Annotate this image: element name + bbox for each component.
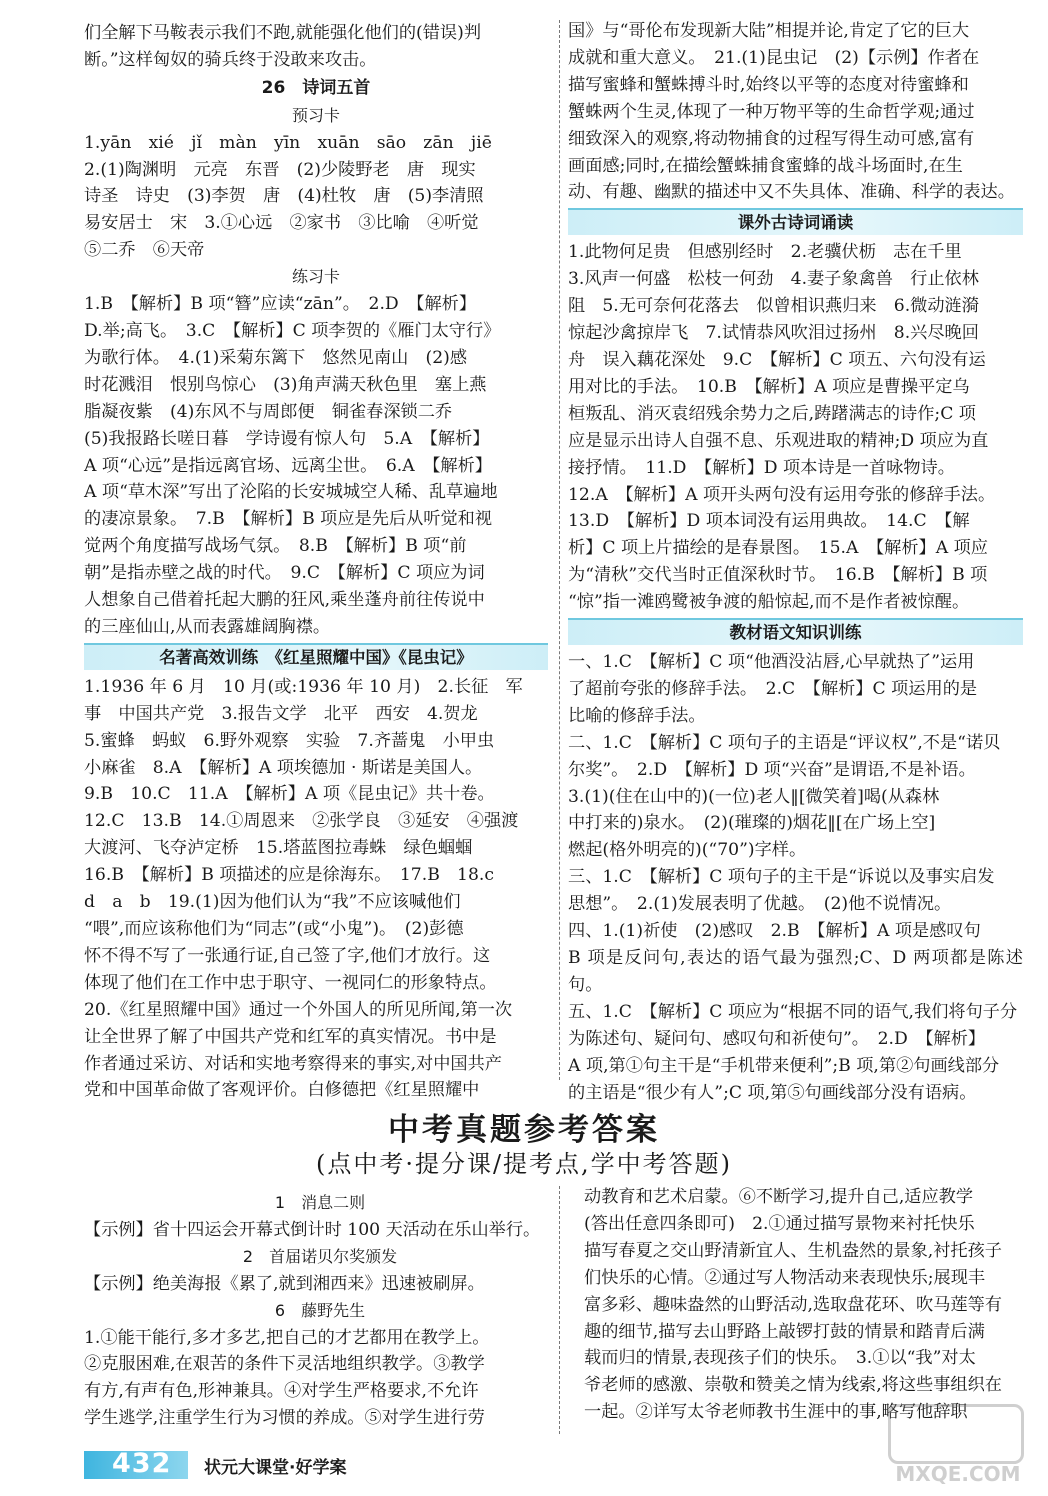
- preview-line: ⑤二乔 ⑥天帝: [84, 240, 205, 261]
- lesson-6-line: 有方,有声有色,形神兼具。④对学生严格要求,不允许: [84, 1381, 479, 1402]
- preview-line: 易安居士 宋 3.①心远 ②家书 ③比喻 ④听觉: [84, 213, 479, 234]
- intro-line: 们全解下马鞍表示我们不跑,就能强化他们的(错误)判: [84, 23, 482, 43]
- answer-line: (答出任意四条即可) 2.①通过描写景物来衬托快乐: [584, 1213, 975, 1234]
- poetry-line: 12.A 【解析】A 项开头两句没有运用夸张的修辞手法。: [568, 484, 996, 505]
- practice-line: 时花溅泪 恨别鸟惊心 (3)角声满天秋色里 塞上燕: [84, 374, 487, 395]
- classics-line: 16.B 【解析】B 项描述的应是徐海东。 17.B 18.c: [84, 865, 494, 886]
- lesson-6-line: 学生逃学,注重学生行为习惯的养成。⑤对学生进行劳: [84, 1408, 485, 1429]
- poetry-line: 1.此物何足贵 但感别经时 2.老骥伏枥 志在千里: [568, 242, 962, 263]
- poetry-line: 惊起沙禽掠岸飞 7.试情恭风吹泪过扬州 8.兴尽晚回: [568, 323, 979, 344]
- lesson-1-answer: 【示例】省十四运会开幕式倒计时 100 天活动在乐山举行。: [84, 1219, 541, 1240]
- poetry-line: 应是显示出诗人自强不息、乐观进取的精神;D 项应为直: [568, 430, 989, 451]
- classics-line: 党和中国革命做了客观评价。白修德把《红星照耀中: [84, 1080, 480, 1101]
- classics-line: 体现了他们在工作中忠于职守、一视同仁的形象特点。: [84, 972, 497, 993]
- classics-line: 作者通过采访、对话和实地考察得来的事实,对中国共产: [84, 1053, 502, 1074]
- poetry-line: 舟 误入藕花深处 9.C 【解析】C 项五、六句没有运: [568, 349, 986, 370]
- watermark-text: MXQE.COM: [895, 1462, 1021, 1486]
- lesson-2-answer: 【示例】绝美海报《累了,就到湘西来》迅速被刷屏。: [84, 1273, 485, 1294]
- practice-line: 脂凝夜紫 (4)东风不与周郎便 铜雀春深锁二乔: [84, 401, 453, 422]
- answer-line: 富多彩、趣味盎然的山野活动,选取盘花环、吹马莲等有: [584, 1294, 1002, 1315]
- language-line: 思想”。 2.(1)发展表明了优越。 (2)他不说情况。: [568, 894, 952, 915]
- preview-line: 诗圣 诗史 (3)李贺 唐 (4)杜牧 唐 (5)李清照: [84, 186, 484, 207]
- practice-line: A 项“草木深”写出了沦陷的长安城城空人稀、乱草遍地: [84, 482, 498, 503]
- continuation-line: 画面感;同时,在描绘蟹蛛捕食蜜蜂的战斗场面时,在生: [568, 155, 963, 176]
- classics-line: 9.B 10.C 11.A 【解析】A 项《昆虫记》共十卷。: [84, 784, 495, 805]
- answer-line: 载而归的情景,表现孩子们的快乐。 3.①以“我”对太: [584, 1348, 976, 1369]
- right-column-top: [568, 18, 1023, 1106]
- lesson-1-title: 1 消息二则: [274, 1193, 366, 1212]
- answer-line: 描写春夏之交山野清新宜人、生机盎然的景象,衬托孩子: [584, 1240, 1002, 1261]
- practice-line: 觉两个角度描写战场气氛。 8.B 【解析】B 项“前: [84, 536, 467, 557]
- practice-line: 朝”是指赤壁之战的时代。 9.C 【解析】C 项应为词: [84, 563, 485, 584]
- main-section-subtitle: (点中考·提分课/提考点,学中考答题): [315, 1150, 733, 1178]
- site-watermark: [888, 1404, 1028, 1484]
- classics-line: 小麻雀 8.A 【解析】A 项埃德加 · 斯诺是美国人。: [84, 757, 483, 778]
- classics-line: 5.蜜蜂 蚂蚁 6.野外观察 实验 7.齐蔷鬼 小甲虫: [84, 730, 495, 751]
- right-column-bottom: [584, 1184, 1024, 1426]
- classics-line: 20.《红星照耀中国》通过一个外国人的所见所闻,第一次: [84, 999, 513, 1020]
- practice-line: 的凄凉景象。 7.B 【解析】B 项应是先后从听觉和视: [84, 509, 493, 530]
- left-column-top: [84, 20, 548, 1104]
- main-section-title: 中考真题参考答案: [388, 1112, 660, 1148]
- classics-line: 12.C 13.B 14.①周恩来 ②张学良 ③延安 ④强渡: [84, 811, 519, 832]
- poetry-line: “惊”指一滩鸥鹭被争渡的船惊起,而不是作者被惊醒。: [568, 592, 970, 613]
- classics-line: “喂”,而应该称他们为“同志”(或“小鬼”)。 (2)彭德: [84, 919, 464, 939]
- poetry-line: 为“清秋”交代当时正值深秋时节。 16.B 【解析】B 项: [568, 565, 988, 586]
- language-line: 3.(1)(住在山中的)(一位)老人‖[微笑着]喝(从森林: [568, 786, 940, 807]
- poetry-line: 用对比的手法。 10.B 【解析】A 项应是曹操平定乌: [568, 376, 970, 397]
- language-line: 尔奖”。 2.D 【解析】D 项“兴奋”是谓语,不是补语。: [568, 759, 976, 780]
- poetry-line: 13.D 【解析】D 项本词没有运用典故。 14.C 【解: [568, 511, 970, 532]
- language-line: B 项是反问句,表达的语气最为强烈;C、D 两项都是陈述句。: [568, 948, 1023, 995]
- language-line: 四、1.(1)祈使 (2)感叹 2.B 【解析】A 项是感叹句: [568, 921, 981, 942]
- language-line: 一、1.C 【解析】C 项“他酒没沾唇,心早就热了”运用: [568, 652, 975, 673]
- poetry-line: 桓叛乱、消灭袁绍残余势力之后,踌躇满志的诗作;C 项: [568, 403, 976, 424]
- practice-line: A 项“心远”是指远离官场、远离尘世。 6.A 【解析】: [84, 455, 492, 476]
- poetry-line: 3.风声一何盛 松枝一何劲 4.妻子象禽兽 行止依林: [568, 269, 979, 290]
- left-column-bottom: [84, 1190, 556, 1432]
- practice-line: (5)我报路长嗟日暮 学诗谩有惊人句 5.A 【解析】: [84, 428, 490, 449]
- answer-line: 动教育和艺术启蒙。⑥不断学习,提升自己,适应教学: [584, 1187, 974, 1207]
- extracurricular-poetry-banner: 课外古诗词诵读: [568, 208, 1023, 235]
- poetry-line: 阻 5.无可奈何花落去 似曾相识燕归来 6.微动涟漪: [568, 296, 979, 317]
- book-title: 状元大课堂·好学案: [204, 1458, 347, 1478]
- language-line: 比喻的修辞手法。: [568, 705, 706, 726]
- classics-line: 大渡河、飞夺泸定桥 15.塔蓝图拉毒蛛 绿色蝈蝈: [84, 838, 473, 859]
- continuation-line: 细致深入的观察,将动物捕食的过程写得生动可感,富有: [568, 128, 975, 149]
- watermark-seal-icon: [888, 1404, 1024, 1464]
- lesson-26-title: 26 诗词五首: [261, 77, 371, 98]
- continuation-line: 成就和重大意义。 21.(1)昆虫记 (2)【示例】作者在: [568, 47, 980, 68]
- lesson-6-line: 1.①能干能行,多才多艺,把自己的才艺都用在教学上。: [84, 1327, 490, 1348]
- language-line: 燃起(格外明亮的)(“70”)字样。: [568, 840, 807, 861]
- preview-card-title: 预习卡: [291, 105, 340, 125]
- column-divider-top: [559, 20, 560, 1080]
- language-line: 的主语是“很少有人”;C 项,第⑤句画线部分没有语病。: [568, 1082, 977, 1103]
- classics-line: 让全世界了解了中国共产党和红军的真实情况。书中是: [84, 1026, 497, 1047]
- classics-training-banner: 名著高效训练 《红星照耀中国》《昆虫记》: [84, 643, 548, 670]
- intro-line: 断。”这样匈奴的骑兵终于没敢来攻击。: [84, 49, 377, 70]
- language-line: 三、1.C 【解析】C 项句子的主干是“诉说以及事实启发: [568, 867, 995, 888]
- classics-line: 1.1936 年 6 月 10 月(或:1936 年 10 月) 2.长征 军: [84, 676, 523, 697]
- lesson-6-line: ②克服困难,在艰苦的条件下灵活地组织教学。③教学: [84, 1354, 485, 1375]
- practice-line: 为歌行体。 4.(1)采菊东篱下 悠然见南山 (2)感: [84, 347, 468, 368]
- language-line: 了超前夸张的修辞手法。 2.C 【解析】C 项运用的是: [568, 678, 978, 699]
- continuation-line: 动、有趣、幽默的描述中又不失具体、准确、科学的表达。: [568, 182, 1015, 203]
- language-line: 二、1.C 【解析】C 项句子的主语是“评议权”,不是“诺贝: [568, 732, 1001, 753]
- poetry-line: 接抒情。 11.D 【解析】D 项本诗是一首咏物诗。: [568, 457, 955, 478]
- practice-line: D.举;高飞。 3.C 【解析】C 项李贺的《雁门太守行》: [84, 320, 501, 341]
- practice-line: 的三座仙山,从而表露雄阔胸襟。: [84, 616, 331, 637]
- lesson-6-title: 6 藤野先生: [274, 1300, 366, 1320]
- practice-card-title: 练习卡: [291, 267, 340, 287]
- language-line: 五、1.C 【解析】C 项应为“根据不同的语气,我们将句子分: [568, 1001, 1018, 1022]
- answer-line: 们快乐的心情。②通过写人物活动来表现快乐;展现丰: [584, 1267, 986, 1288]
- language-line: A 项,第①句主干是“手机带来便利”;B 项,第②句画线部分: [568, 1055, 1000, 1076]
- column-divider-bottom: [559, 1186, 560, 1434]
- page-number: 432: [112, 1448, 172, 1479]
- language-knowledge-banner: 教材语文知识训练: [568, 618, 1023, 645]
- practice-line: 1.B 【解析】B 项“簪”应读“zān”。 2.D 【解析】: [84, 294, 477, 315]
- classics-line: 怀不得不写了一张通行证,自己签了字,他们才放行。这: [84, 945, 491, 966]
- answer-line: 爷老师的感激、崇敬和赞美之情为线索,将这些事组织在: [584, 1375, 1002, 1396]
- preview-line: 2.(1)陶渊明 元亮 东晋 (2)少陵野老 唐 现实: [84, 159, 476, 180]
- continuation-line: 国》与“哥伦布发现新大陆”相提并论,肯定了它的巨大: [568, 21, 970, 41]
- preview-line: 1.yān xié jǐ màn yīn xuān sāo zān jiē: [84, 132, 492, 153]
- answer-line: 趣的细节,描写去山野路上敲锣打鼓的情景和踏青后满: [584, 1321, 985, 1342]
- continuation-line: 描写蜜蜂和蟹蛛搏斗时,始终以平等的态度对待蜜蜂和: [568, 74, 969, 95]
- language-line: 为陈述句、疑问句、感叹句和祈使句”。 2.D 【解析】: [568, 1028, 986, 1049]
- classics-line: d a b 19.(1)因为他们认为“我”不应该喊他们: [84, 892, 461, 913]
- classics-line: 事 中国共产党 3.报告文学 北平 西安 4.贺龙: [84, 703, 478, 724]
- answer-line: 一起。②详写太爷老师教书生涯中的事,略写他辞职: [584, 1402, 968, 1423]
- practice-line: 人想象自己借着托起大鹏的狂风,乘坐蓬舟前往传说中: [84, 590, 485, 611]
- language-line: 中打来的)泉水。 (2)(璀璨的)烟花‖[在广场上空]: [568, 813, 936, 834]
- lesson-2-title: 2 首届诺贝尔奖颁发: [242, 1246, 398, 1266]
- continuation-line: 蟹蛛两个生灵,体现了一种万物平等的生命哲学观;通过: [568, 101, 975, 122]
- poetry-line: 析】C 项上片描绘的是春景图。 15.A 【解析】A 项应: [568, 538, 988, 559]
